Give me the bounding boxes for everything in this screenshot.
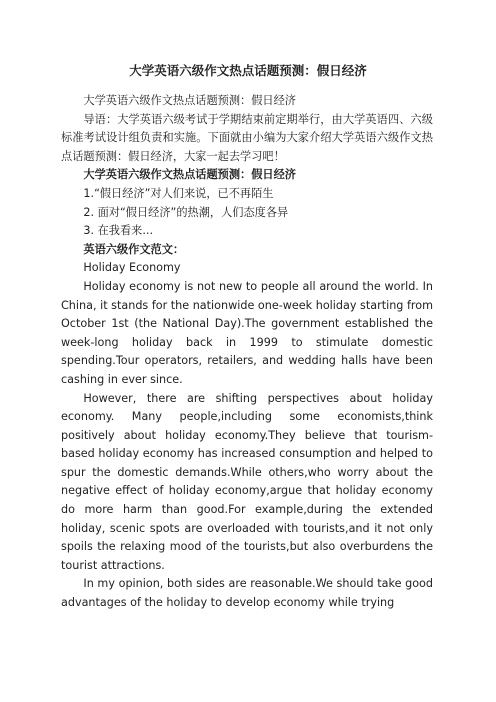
subtitle-line: 大学英语六级作文热点话题预测：假日经济 bbox=[83, 94, 296, 107]
essay-title: Holiday Economy bbox=[83, 261, 181, 275]
essay-paragraph: In my opinion, both sides are reasonable.We should take good advantages of the holiday to develop economy while trying bbox=[61, 577, 433, 610]
intro-paragraph: 导语：大学英语六级考试于学期结束前定期举行，由大学英语四、六级标准考试设计组负责和实施。下面就由小编为大家介绍大学英语六级作文热点话题预测：假日经济，大家一起去学习吧！ bbox=[61, 112, 433, 163]
sample-heading: 英语六级作文范文： bbox=[83, 242, 185, 256]
outline-item: 1.“假日经济”对人们来说，已不再陌生 bbox=[83, 186, 274, 200]
essay-paragraph: However, there are shifting perspectives about holiday economy. Many people,including some economists,think positively about holiday economy.They believe that tourism-based holiday economy has increased consumption and helped to spur the domestic demands.While others,who worry about the negative effect of holiday economy,argue that holiday economy do more harm than good.For example,during the extended holiday, scenic spots are overloaded with tourists,and it not only spoils the relaxing mood of the tourists,but also overburdens the tourist attractions. bbox=[61, 391, 433, 572]
section-heading: 大学英语六级作文热点话题预测：假日经济 bbox=[83, 168, 296, 182]
outline-item: 3. 在我看来... bbox=[83, 224, 154, 238]
essay-paragraph: Holiday economy is not new to people all around the world. In China, it stands for the nationwide one-week holiday starting from October 1st (the National Day).The government established the week-long holiday back in 1999 to stimulate domestic spending.Tour operators, retailers, and wedding halls have been cashing in ever since. bbox=[61, 279, 433, 386]
document-body bbox=[61, 92, 433, 613]
page-title: 大学英语六级作文热点话题预测：假日经济 bbox=[129, 63, 367, 78]
outline-item: 2. 面对“假日经济”的热潮，人们态度各异 bbox=[83, 205, 289, 219]
